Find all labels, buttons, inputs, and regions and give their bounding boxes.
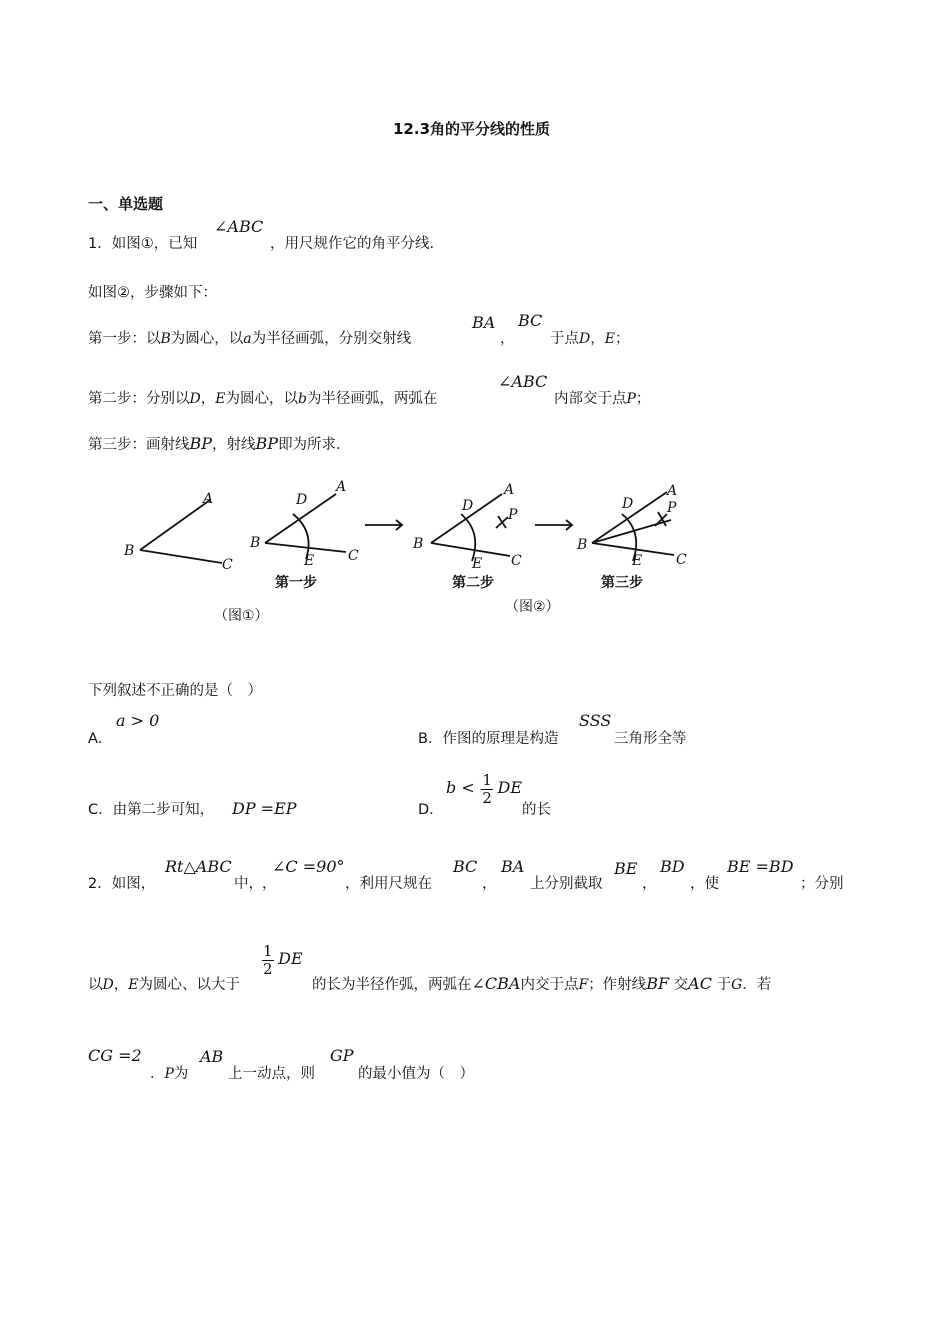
svg-text:C: C [511,553,522,569]
q1-option-c[interactable]: C．由第二步可知， [88,802,215,818]
q2-line1: 2．如图， [88,876,156,892]
fig2-caption: （图②） [505,599,560,615]
q2-line3: ．P为 [150,1066,189,1082]
q2-line2: 以D，E为圆心、以大于 [88,977,240,993]
q1-figure [110,470,710,635]
step1-caption: 第一步 [275,575,317,591]
fig1-label-a: A [203,491,214,507]
svg-text:B: B [577,537,588,553]
svg-text:E: E [632,553,643,569]
arrow-1 [365,520,402,530]
q1-line2: 如图②，步骤如下： [88,285,217,301]
svg-text:C: C [348,548,359,564]
svg-text:B: B [413,536,424,552]
fig1-label-c: C [222,557,233,573]
svg-text:B: B [250,535,261,551]
section-heading: 一、单选题 [88,195,164,213]
q1-step1: 第一步：以B为圆心，以a为半径画弧，分别交射线 [88,331,412,347]
svg-text:A: A [667,483,678,499]
svg-text:D: D [296,492,308,508]
fig1-label-b: B [124,543,135,559]
q1-step3: 第三步：画射线BP，射线BP即为所求． [88,434,351,453]
svg-text:E: E [304,553,315,569]
svg-text:C: C [676,552,687,568]
svg-text:D: D [462,498,474,514]
fig1-angle [140,500,222,563]
q2-number: 2． [88,876,112,892]
svg-text:P: P [667,500,677,516]
svg-text:A: A [504,482,515,498]
q1-option-a[interactable]: A． [88,731,113,747]
svg-text:P: P [508,507,518,523]
svg-text:E: E [472,556,483,572]
q1-option-d[interactable]: D． [418,802,444,818]
q1-option-b[interactable]: B．作图的原理是构造 [418,731,559,747]
arrow-2 [535,520,572,530]
fig1-caption: （图①） [214,608,269,624]
svg-text:D: D [622,496,634,512]
q1-line1: 1．如图①，已知 [88,236,198,252]
page-title: 12.3角的平分线的性质 [393,120,551,138]
q1-stem: 下列叙述不正确的是（ ） [88,683,262,699]
step3-caption: 第三步 [601,575,643,591]
q1-number: 1． [88,236,112,252]
q1-step2: 第二步：分别以D，E为圆心，以b为半径画弧，两弧在 [88,391,438,407]
step2-caption: 第二步 [452,575,494,591]
svg-text:A: A [336,479,347,495]
q1-angle-abc: ∠ABC [214,217,264,236]
